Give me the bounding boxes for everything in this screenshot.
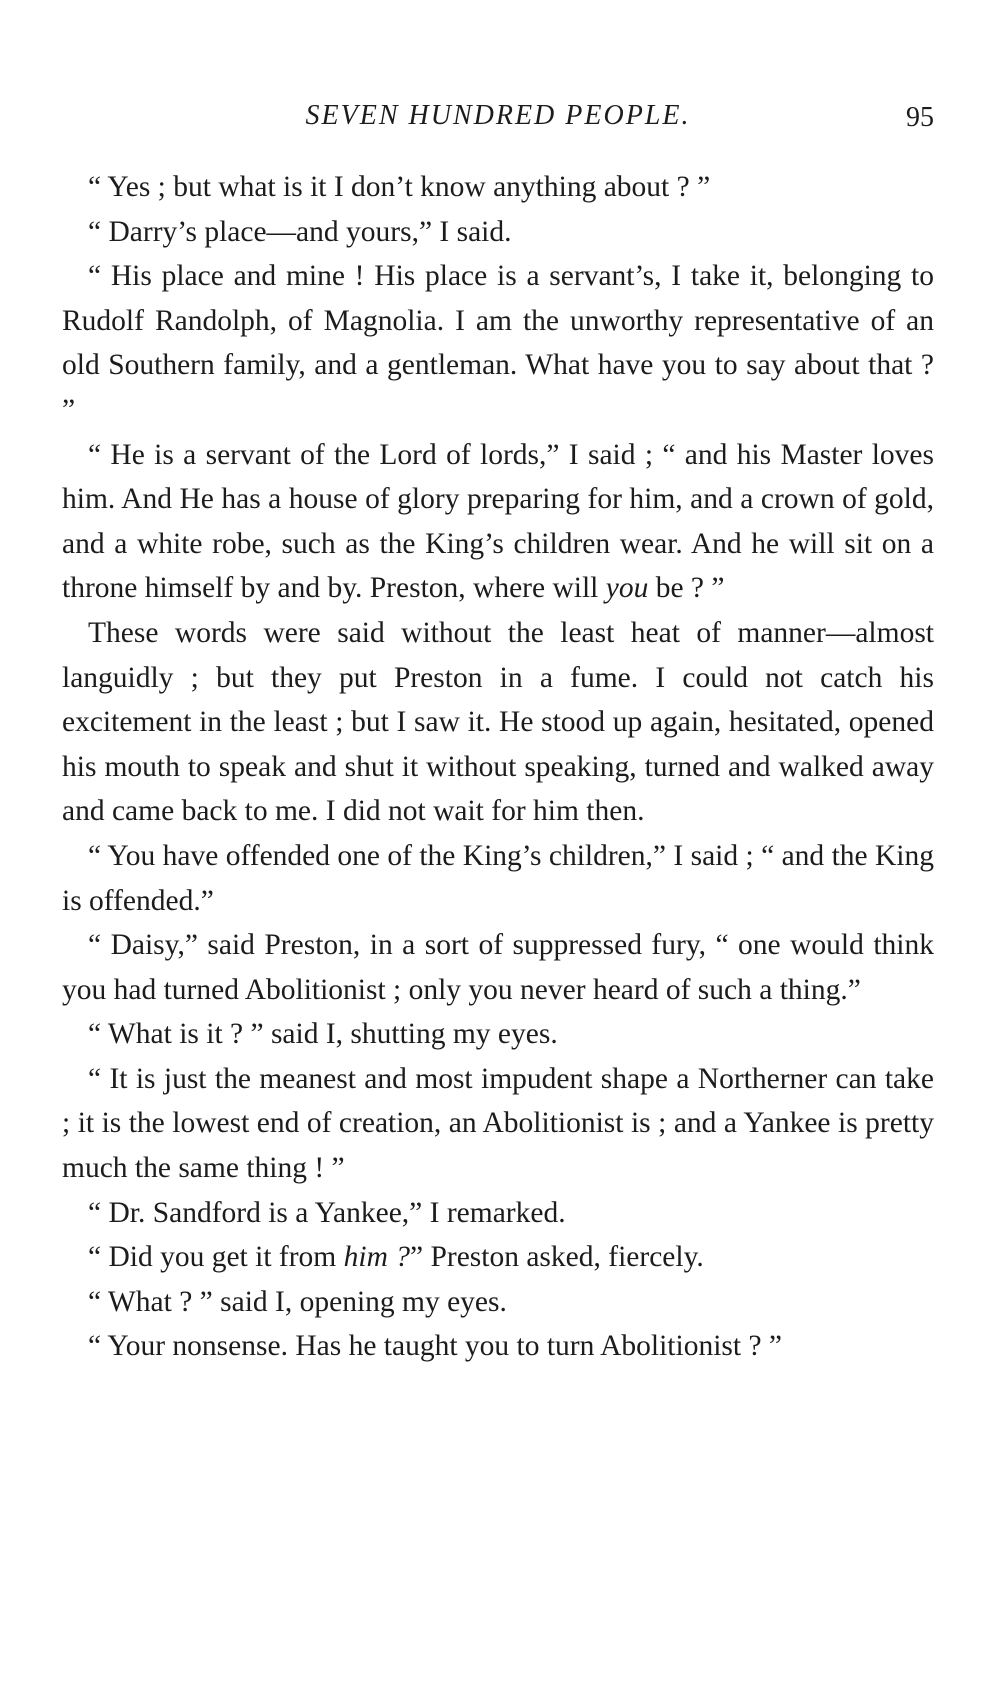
paragraph-text: “ Your nonsense. Has he taught you to turn Abolitionist ? ” [88,1330,783,1363]
page-number: 95 [906,102,934,133]
paragraph [62,1057,934,1191]
paragraph-text: “ His place and mine ! His place is a servant’s, I take it, belonging to Rudolf Randolph, of Magnolia. I am the unworthy representative of an old Southern family, and a gentleman. What have you to say about that ? ” [62,260,934,426]
paragraph [62,165,934,210]
page-header [62,96,934,146]
paragraph [62,433,934,611]
paragraph [62,254,934,432]
paragraph-text: “ Dr. Sandford is a Yankee,” I remarked. [88,1196,566,1229]
paragraph [62,1324,934,1369]
paragraph [62,1191,934,1236]
paragraph [62,210,934,255]
paragraph-text: “ Darry’s place—and yours,” I said. [88,215,512,248]
paragraph-text: “ You have offended one of the King’s children,” I said ; “ and the King is offended.” [62,839,934,917]
paragraph-text: “ Daisy,” said Preston, in a sort of suppressed fury, “ one would think you had turned Abolitionist ; only you never heard of such a thing.” [62,929,934,1006]
paragraph-text: “ Did you get it from [88,1241,337,1274]
paragraph-text: “ What is it ? ” said I, shutting my eyes. [88,1018,558,1051]
paragraph [62,1012,934,1057]
paragraph-text-after: ” Preston asked, fiercely. [410,1241,704,1274]
paragraph-text: “ He is a servant of the Lord of lords,” I said ; “ and his Master loves him. And He has a house of glory preparing for him, and a crown of gold, and a white robe, such as the King’s children wear. And he will sit on a throne himself by and by. Preston, where will [62,438,934,605]
paragraph-text-after: be ? ” [655,572,725,605]
body-text [62,165,934,1369]
paragraph [62,1235,934,1280]
paragraph [62,834,934,923]
paragraph-text: “ What ? ” said I, opening my eyes. [88,1285,507,1318]
paragraph-text: These words were said without the least heat of manner—almost languidly ; but they put Preston in a fume. I could not catch his excitement in the least ; but I saw it. He stood up again, hesitated, opened his mouth to speak and shut it without speaking, turned and walked away and came back to me. I did not wait for him then. [62,616,934,828]
italic-emphasis: him ? [343,1241,410,1274]
running-title: SEVEN HUNDRED PEOPLE. [305,100,691,131]
paragraph [62,1280,934,1325]
paragraph-text: “ It is just the meanest and most impudent shape a Northerner can take ; it is the lowest end of creation, an Abolitionist is ; and a Yankee is pretty much the same thing ! ” [62,1062,934,1185]
paragraph-text: “ Yes ; but what is it I don’t know anything about ? ” [88,171,711,203]
paragraph [62,611,934,834]
paragraph [62,923,934,1012]
italic-emphasis: you [605,572,649,605]
